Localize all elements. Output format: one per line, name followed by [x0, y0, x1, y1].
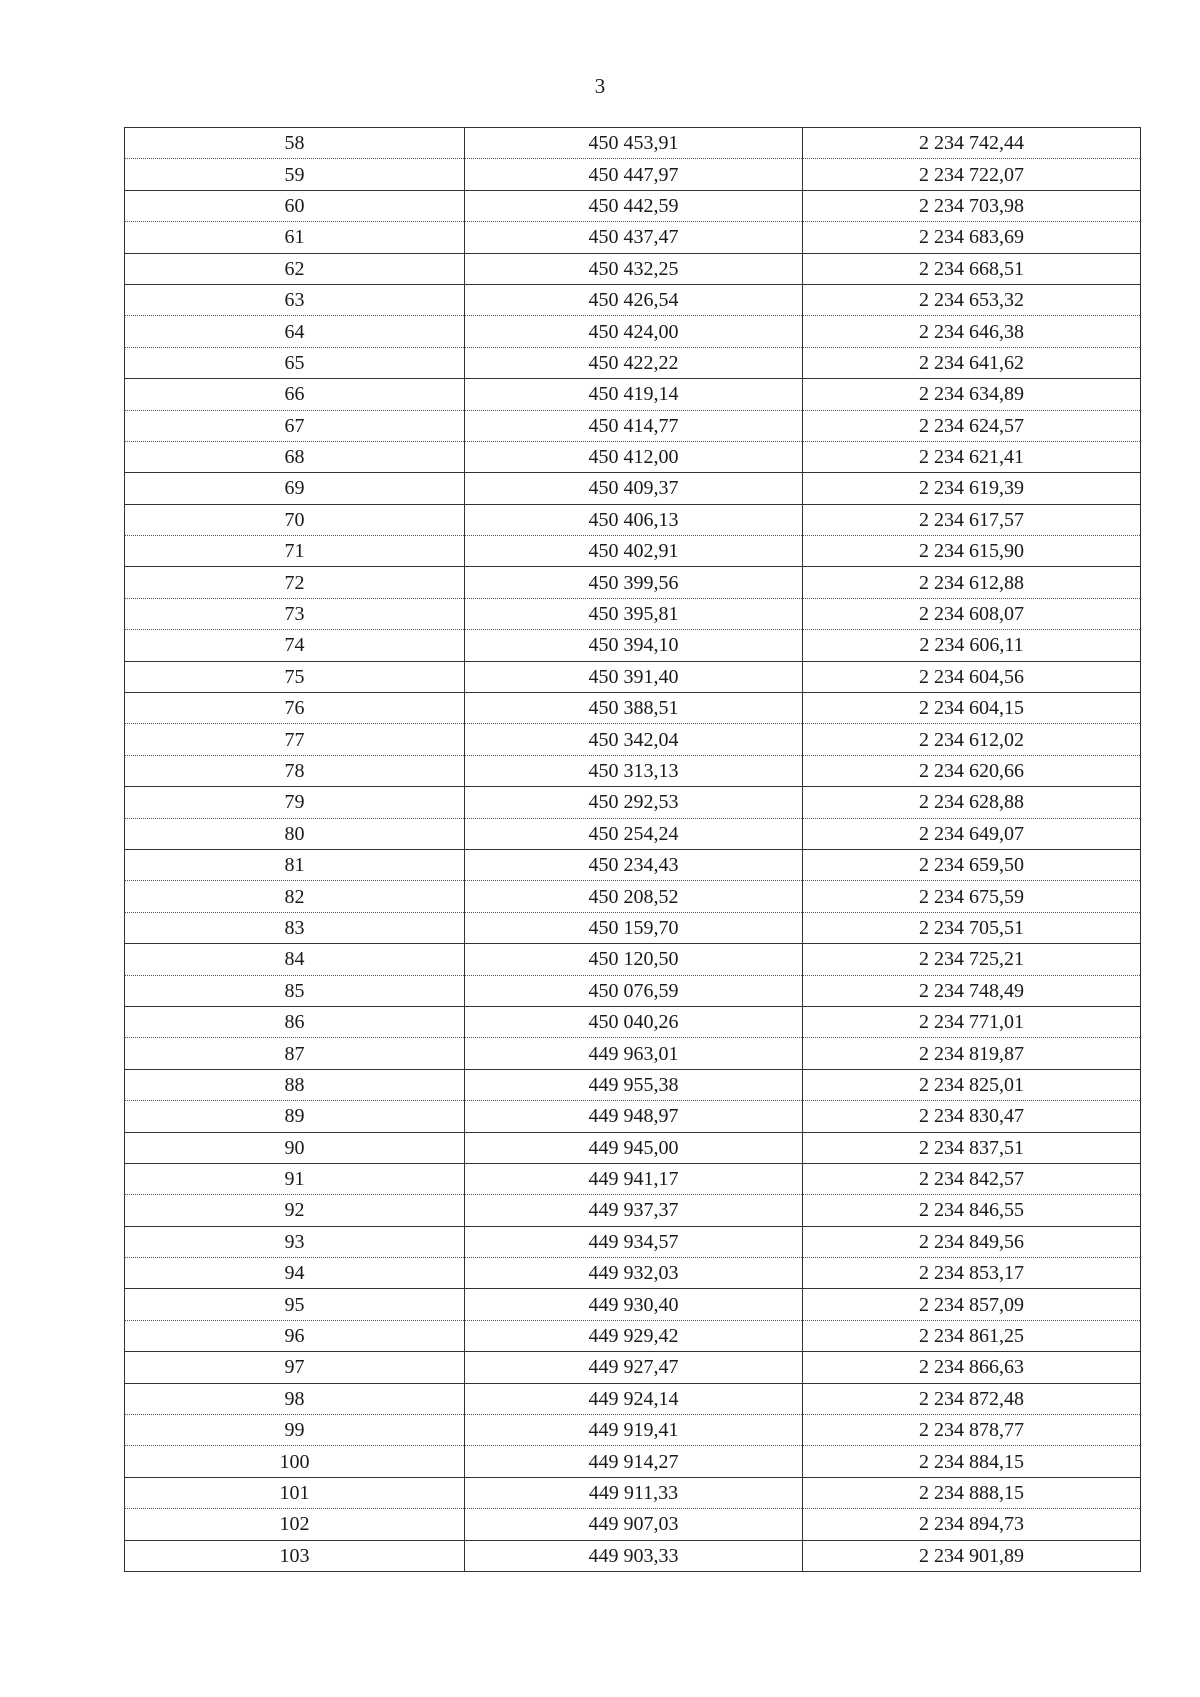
point-number-cell: 58	[125, 128, 465, 159]
point-number-cell: 89	[125, 1101, 465, 1132]
y-coordinate-cell: 2 234 872,48	[803, 1383, 1141, 1414]
table-row	[125, 410, 1141, 441]
y-coordinate-cell: 2 234 878,77	[803, 1415, 1141, 1446]
x-coordinate-cell: 450 388,51	[465, 693, 803, 724]
y-coordinate-cell: 2 234 641,62	[803, 347, 1141, 378]
y-coordinate-cell: 2 234 604,15	[803, 693, 1141, 724]
point-number-cell: 80	[125, 818, 465, 849]
x-coordinate-cell: 450 208,52	[465, 881, 803, 912]
point-number-cell: 67	[125, 410, 465, 441]
y-coordinate-cell: 2 234 653,32	[803, 284, 1141, 315]
x-coordinate-cell: 450 409,37	[465, 473, 803, 504]
table-row	[125, 379, 1141, 410]
point-number-cell: 79	[125, 787, 465, 818]
y-coordinate-cell: 2 234 659,50	[803, 849, 1141, 880]
y-coordinate-cell: 2 234 722,07	[803, 159, 1141, 190]
point-number-cell: 70	[125, 504, 465, 535]
x-coordinate-cell: 450 402,91	[465, 536, 803, 567]
point-number-cell: 62	[125, 253, 465, 284]
x-coordinate-cell: 450 406,13	[465, 504, 803, 535]
table-row	[125, 755, 1141, 786]
table-row	[125, 630, 1141, 661]
point-number-cell: 100	[125, 1446, 465, 1477]
x-coordinate-cell: 450 076,59	[465, 975, 803, 1006]
y-coordinate-cell: 2 234 606,11	[803, 630, 1141, 661]
table-row	[125, 1320, 1141, 1351]
table-row	[125, 316, 1141, 347]
x-coordinate-cell: 450 422,22	[465, 347, 803, 378]
table-row	[125, 1446, 1141, 1477]
table-row	[125, 693, 1141, 724]
table-row	[125, 1038, 1141, 1069]
point-number-cell: 98	[125, 1383, 465, 1414]
x-coordinate-cell: 449 919,41	[465, 1415, 803, 1446]
point-number-cell: 93	[125, 1226, 465, 1257]
x-coordinate-cell: 449 932,03	[465, 1258, 803, 1289]
table-row	[125, 975, 1141, 1006]
table-row	[125, 787, 1141, 818]
table-row	[125, 222, 1141, 253]
x-coordinate-cell: 450 040,26	[465, 1006, 803, 1037]
y-coordinate-cell: 2 234 612,02	[803, 724, 1141, 755]
point-number-cell: 60	[125, 190, 465, 221]
x-coordinate-cell: 449 963,01	[465, 1038, 803, 1069]
y-coordinate-cell: 2 234 842,57	[803, 1163, 1141, 1194]
point-number-cell: 61	[125, 222, 465, 253]
y-coordinate-cell: 2 234 615,90	[803, 536, 1141, 567]
point-number-cell: 102	[125, 1509, 465, 1540]
page-number: 3	[594, 74, 606, 98]
x-coordinate-cell: 449 941,17	[465, 1163, 803, 1194]
table-row	[125, 881, 1141, 912]
x-coordinate-cell: 450 432,25	[465, 253, 803, 284]
table-row	[125, 536, 1141, 567]
point-number-cell: 97	[125, 1352, 465, 1383]
x-coordinate-cell: 450 159,70	[465, 912, 803, 943]
x-coordinate-cell: 450 391,40	[465, 661, 803, 692]
point-number-cell: 88	[125, 1069, 465, 1100]
table-row	[125, 159, 1141, 190]
y-coordinate-cell: 2 234 830,47	[803, 1101, 1141, 1132]
y-coordinate-cell: 2 234 608,07	[803, 598, 1141, 629]
x-coordinate-cell: 449 929,42	[465, 1320, 803, 1351]
point-number-cell: 59	[125, 159, 465, 190]
y-coordinate-cell: 2 234 619,39	[803, 473, 1141, 504]
y-coordinate-cell: 2 234 861,25	[803, 1320, 1141, 1351]
point-number-cell: 72	[125, 567, 465, 598]
table-row	[125, 1352, 1141, 1383]
y-coordinate-cell: 2 234 705,51	[803, 912, 1141, 943]
table-row	[125, 1132, 1141, 1163]
point-number-cell: 92	[125, 1195, 465, 1226]
x-coordinate-cell: 449 937,37	[465, 1195, 803, 1226]
table-row	[125, 1101, 1141, 1132]
x-coordinate-cell: 449 903,33	[465, 1540, 803, 1571]
point-number-cell: 71	[125, 536, 465, 567]
table-row	[125, 284, 1141, 315]
point-number-cell: 84	[125, 944, 465, 975]
y-coordinate-cell: 2 234 837,51	[803, 1132, 1141, 1163]
table-row	[125, 441, 1141, 472]
point-number-cell: 69	[125, 473, 465, 504]
table-row	[125, 1509, 1141, 1540]
table-row	[125, 724, 1141, 755]
table-row	[125, 190, 1141, 221]
table-row	[125, 567, 1141, 598]
point-number-cell: 64	[125, 316, 465, 347]
y-coordinate-cell: 2 234 825,01	[803, 1069, 1141, 1100]
point-number-cell: 96	[125, 1320, 465, 1351]
x-coordinate-cell: 449 945,00	[465, 1132, 803, 1163]
y-coordinate-cell: 2 234 742,44	[803, 128, 1141, 159]
x-coordinate-cell: 449 927,47	[465, 1352, 803, 1383]
y-coordinate-cell: 2 234 725,21	[803, 944, 1141, 975]
x-coordinate-cell: 450 399,56	[465, 567, 803, 598]
point-number-cell: 94	[125, 1258, 465, 1289]
table-row	[125, 128, 1141, 159]
table-row	[125, 1477, 1141, 1508]
x-coordinate-cell: 450 234,43	[465, 849, 803, 880]
x-coordinate-cell: 450 447,97	[465, 159, 803, 190]
point-number-cell: 101	[125, 1477, 465, 1508]
y-coordinate-cell: 2 234 649,07	[803, 818, 1141, 849]
y-coordinate-cell: 2 234 894,73	[803, 1509, 1141, 1540]
point-number-cell: 78	[125, 755, 465, 786]
y-coordinate-cell: 2 234 628,88	[803, 787, 1141, 818]
coordinates-table-body	[125, 128, 1141, 1572]
point-number-cell: 85	[125, 975, 465, 1006]
x-coordinate-cell: 450 254,24	[465, 818, 803, 849]
table-row	[125, 1195, 1141, 1226]
x-coordinate-cell: 449 924,14	[465, 1383, 803, 1414]
point-number-cell: 74	[125, 630, 465, 661]
y-coordinate-cell: 2 234 624,57	[803, 410, 1141, 441]
y-coordinate-cell: 2 234 866,63	[803, 1352, 1141, 1383]
x-coordinate-cell: 449 911,33	[465, 1477, 803, 1508]
point-number-cell: 95	[125, 1289, 465, 1320]
y-coordinate-cell: 2 234 703,98	[803, 190, 1141, 221]
x-coordinate-cell: 450 414,77	[465, 410, 803, 441]
point-number-cell: 63	[125, 284, 465, 315]
x-coordinate-cell: 449 907,03	[465, 1509, 803, 1540]
x-coordinate-cell: 450 395,81	[465, 598, 803, 629]
table-row	[125, 1163, 1141, 1194]
x-coordinate-cell: 449 948,97	[465, 1101, 803, 1132]
x-coordinate-cell: 449 934,57	[465, 1226, 803, 1257]
table-row	[125, 504, 1141, 535]
table-row	[125, 1540, 1141, 1571]
point-number-cell: 81	[125, 849, 465, 880]
x-coordinate-cell: 450 426,54	[465, 284, 803, 315]
point-number-cell: 91	[125, 1163, 465, 1194]
point-number-cell: 68	[125, 441, 465, 472]
y-coordinate-cell: 2 234 621,41	[803, 441, 1141, 472]
table-row	[125, 1289, 1141, 1320]
y-coordinate-cell: 2 234 668,51	[803, 253, 1141, 284]
table-row	[125, 1258, 1141, 1289]
x-coordinate-cell: 449 955,38	[465, 1069, 803, 1100]
table-row	[125, 473, 1141, 504]
x-coordinate-cell: 449 914,27	[465, 1446, 803, 1477]
y-coordinate-cell: 2 234 901,89	[803, 1540, 1141, 1571]
point-number-cell: 66	[125, 379, 465, 410]
table-row	[125, 661, 1141, 692]
y-coordinate-cell: 2 234 853,17	[803, 1258, 1141, 1289]
x-coordinate-cell: 450 292,53	[465, 787, 803, 818]
y-coordinate-cell: 2 234 646,38	[803, 316, 1141, 347]
table-row	[125, 1069, 1141, 1100]
point-number-cell: 82	[125, 881, 465, 912]
point-number-cell: 99	[125, 1415, 465, 1446]
table-row	[125, 1383, 1141, 1414]
x-coordinate-cell: 450 412,00	[465, 441, 803, 472]
point-number-cell: 90	[125, 1132, 465, 1163]
point-number-cell: 103	[125, 1540, 465, 1571]
point-number-cell: 86	[125, 1006, 465, 1037]
table-row	[125, 1415, 1141, 1446]
table-row	[125, 1006, 1141, 1037]
y-coordinate-cell: 2 234 620,66	[803, 755, 1141, 786]
y-coordinate-cell: 2 234 604,56	[803, 661, 1141, 692]
y-coordinate-cell: 2 234 771,01	[803, 1006, 1141, 1037]
table-row	[125, 944, 1141, 975]
y-coordinate-cell: 2 234 612,88	[803, 567, 1141, 598]
x-coordinate-cell: 449 930,40	[465, 1289, 803, 1320]
y-coordinate-cell: 2 234 849,56	[803, 1226, 1141, 1257]
x-coordinate-cell: 450 394,10	[465, 630, 803, 661]
point-number-cell: 73	[125, 598, 465, 629]
y-coordinate-cell: 2 234 819,87	[803, 1038, 1141, 1069]
x-coordinate-cell: 450 342,04	[465, 724, 803, 755]
y-coordinate-cell: 2 234 748,49	[803, 975, 1141, 1006]
x-coordinate-cell: 450 442,59	[465, 190, 803, 221]
point-number-cell: 87	[125, 1038, 465, 1069]
y-coordinate-cell: 2 234 888,15	[803, 1477, 1141, 1508]
table-row	[125, 849, 1141, 880]
y-coordinate-cell: 2 234 857,09	[803, 1289, 1141, 1320]
y-coordinate-cell: 2 234 617,57	[803, 504, 1141, 535]
x-coordinate-cell: 450 120,50	[465, 944, 803, 975]
x-coordinate-cell: 450 313,13	[465, 755, 803, 786]
x-coordinate-cell: 450 424,00	[465, 316, 803, 347]
table-row	[125, 1226, 1141, 1257]
point-number-cell: 75	[125, 661, 465, 692]
table-row	[125, 253, 1141, 284]
point-number-cell: 83	[125, 912, 465, 943]
point-number-cell: 76	[125, 693, 465, 724]
table-row	[125, 347, 1141, 378]
table-row	[125, 598, 1141, 629]
x-coordinate-cell: 450 453,91	[465, 128, 803, 159]
point-number-cell: 77	[125, 724, 465, 755]
coordinates-table	[124, 127, 1141, 1572]
point-number-cell: 65	[125, 347, 465, 378]
y-coordinate-cell: 2 234 675,59	[803, 881, 1141, 912]
table-row	[125, 912, 1141, 943]
y-coordinate-cell: 2 234 683,69	[803, 222, 1141, 253]
table-row	[125, 818, 1141, 849]
x-coordinate-cell: 450 419,14	[465, 379, 803, 410]
y-coordinate-cell: 2 234 846,55	[803, 1195, 1141, 1226]
x-coordinate-cell: 450 437,47	[465, 222, 803, 253]
y-coordinate-cell: 2 234 634,89	[803, 379, 1141, 410]
y-coordinate-cell: 2 234 884,15	[803, 1446, 1141, 1477]
